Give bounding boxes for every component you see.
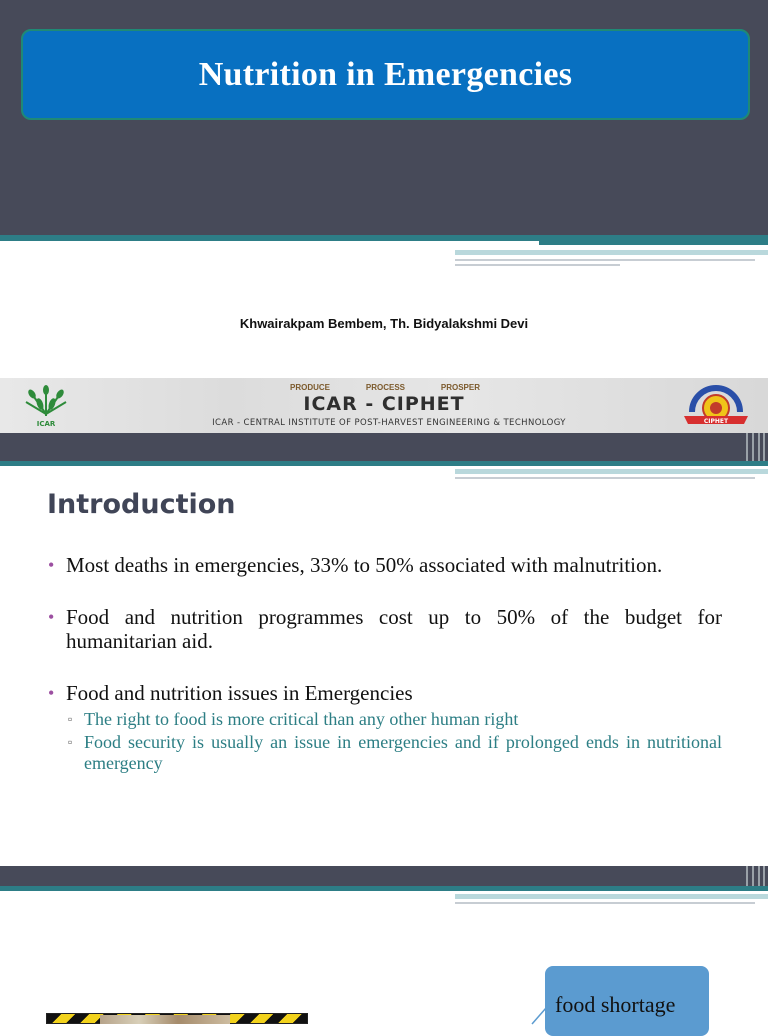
institute-name: ICAR - CIPHET [303,393,465,415]
slide3-stripe-pale [455,894,768,899]
slide3-stripe [0,886,768,891]
bullet-dot-icon: • [48,607,55,627]
tagline-word: PRODUCE [290,383,331,392]
band-stripe [752,866,754,886]
band-stripe [746,433,748,461]
slide-title: Nutrition in Emergencies [198,55,573,93]
title-box [21,29,750,120]
bullet-list [48,553,722,776]
ciphet-logo-icon [682,382,750,426]
band-stripe [752,433,754,461]
ciphet-logo-label: CIPHET [703,418,729,425]
sub-bullet-text: The right to food is more critical than any other human right [84,709,519,729]
bullet-dot-icon: • [48,683,55,703]
bullet-item [48,605,722,653]
sub-bullet-item [48,709,722,730]
bullet-text: Food and nutrition programmes cost up to 50% of the budget for humanitarian aid. [66,605,722,653]
institute-full-name: ICAR - CENTRAL INSTITUTE OF POST-HARVEST ENGINEERING & TECHNOLOGY [212,418,566,428]
band-stripe [758,433,760,461]
header-line-short [455,264,620,266]
bullet-item [48,553,722,577]
icar-logo-label: ICAR [36,420,56,428]
tagline-word: PROCESS [365,383,405,392]
food-shortage-box [545,966,709,1036]
band-stripe [758,866,760,886]
sub-bullet-square-icon: ▫ [68,735,73,749]
header-stripe-accent [539,241,768,245]
food-shortage-label: food shortage [555,992,676,1017]
authors-line: Khwairakpam Bembem, Th. Bidyalakshmi Devi [239,316,529,331]
slide2-stripe-pale [455,469,768,474]
header-line [455,259,755,261]
institute-tagline [290,383,480,392]
slide2-line [455,477,755,479]
bullet-text: Food and nutrition issues in Emergencies [66,681,413,705]
band-stripe [763,866,765,886]
section-heading: Introduction [47,489,236,520]
slide2-stripe [0,461,768,466]
slide2-top-band [0,433,768,461]
slide3-top-band [0,866,768,886]
slide3-line [455,902,755,904]
sub-bullet-text: Food security is usually an issue in emergencies and if prolonged ends in nutritional emergency [84,732,722,773]
header-stripe-pale [455,250,768,255]
bullet-dot-icon: • [48,555,55,575]
band-stripe [763,433,765,461]
bullet-item [48,681,722,705]
band-stripe [746,866,748,886]
disaster-photo [100,1015,230,1024]
sub-bullet-square-icon: ▫ [68,712,73,726]
tagline-word: PROSPER [440,383,480,392]
bullet-text: Most deaths in emergencies, 33% to 50% associated with malnutrition. [66,553,663,577]
sub-bullet-item [48,732,722,774]
